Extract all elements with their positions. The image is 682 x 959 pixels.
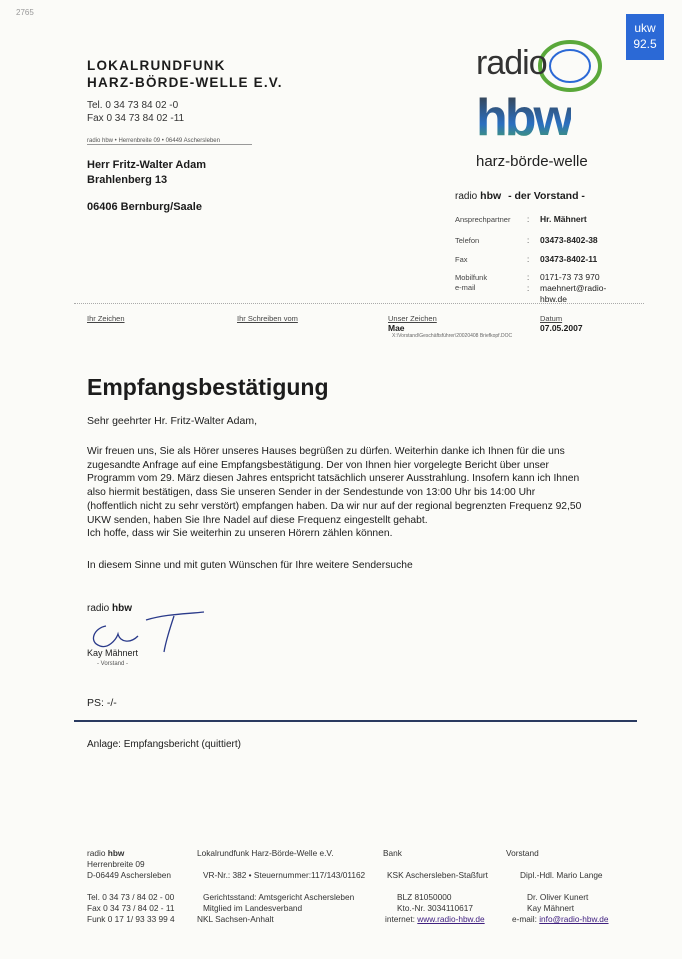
logo-radio-text: radio [476,44,547,82]
body-line: Wir freuen uns, Sie als Hörer unseres Hauses begrüßen zu dürfen. Weiterhin danke ich Ihnen für die uns [87,446,565,457]
signature-hbw: hbw [112,603,133,614]
ref-datum: Datum [540,314,563,323]
footer-org: Lokalrundfunk Harz-Börde-Welle e.V. [197,848,334,858]
recipient-city: 06406 Bernburg/Saale [87,201,202,213]
contact-value: hbw.de [540,294,567,304]
footer-board1: Dipl.-Hdl. Mario Lange [520,870,603,880]
footer-internet-label: internet: [385,914,415,924]
body-line: UKW senden, haben Sie Ihre Nadel auf diese Frequenz eingestellt gehabt. [87,514,428,526]
footer-vr: VR-Nr.: 382 • Steuernummer:117/143/01162 [203,870,366,880]
board-radio: radio [455,191,478,202]
letter-salutation: Sehr geehrter Hr. Fritz-Walter Adam, [87,415,257,427]
contact-value: maehnert@radio- [540,283,607,293]
postscript: PS: -/- [87,697,117,709]
contact-label: Fax [455,255,468,264]
signature-radio: radio [87,603,110,614]
contact-colon: : [527,215,530,224]
body-line: zugesandte Anfrage auf eine Empfangsbestätigung. Der von Ihnen hier vorgelegte Bericht über unser [87,459,549,471]
ref-datum-value: 07.05.2007 [540,323,583,333]
contact-colon: : [527,273,530,282]
logo-hbw-text: hbw [476,89,571,147]
footer-board-label: Vorstand [506,848,539,858]
footer-funk: Funk 0 17 1/ 93 33 99 4 [87,914,175,924]
contact-colon: : [527,284,530,293]
ref-unser-zeichen: Unser Zeichen [388,314,437,323]
ukw-badge-line1: ukw [634,21,656,35]
contact-colon: : [527,255,530,264]
footer-phones [87,892,175,925]
contact-label: Mobilfunk [455,273,488,282]
logo-tagline: harz-börde-welle [476,153,588,170]
contact-value: 0171-73 73 970 [540,272,600,282]
ref-ihr-zeichen: Ihr Zeichen [87,314,125,323]
footer-rule [74,720,637,722]
footer-bank-details [397,892,473,914]
footer-tel: Tel. 0 34 73 / 84 02 - 00 [87,892,175,902]
footer-email-label: e-mail: [512,914,537,924]
sender-tel: Tel. 0 34 73 84 02 -0 [87,100,179,111]
contact-value: 03473-8402-38 [540,235,598,245]
sender-contact [87,99,184,125]
recipient-street: Brahlenberg 13 [87,174,168,186]
footer-internet [385,914,485,925]
return-address: radio hbw • Herrenbreite 09 • 06449 Aschersleben [87,138,252,145]
footer-fax: Fax 0 34 73 / 84 02 - 11 [87,903,175,913]
website-link[interactable]: www.radio-hbw.de [417,914,485,924]
contact-label: e-mail [455,283,476,292]
signer-name: Kay Mähnert [87,648,139,658]
sender-name-line1: LOKALRUNDFUNK [87,58,226,73]
footer-legal [203,892,354,914]
body-line: also hiermit bestätigen, dass Sie unseren Sender in der Sendestunde von 13:00 Uhr bis 14:00 Uhr [87,487,536,499]
signer-role: - Vorstand - [97,661,129,667]
sender-name [87,57,283,91]
reference-divider [74,303,644,304]
letter-closing: In diesem Sinne und mit guten Wünschen für Ihre weitere Sendersuche [87,560,413,571]
ukw-badge-line2: 92.5 [633,37,657,51]
footer-hbw: hbw [107,848,125,858]
contact-label: Ansprechpartner [455,215,511,224]
footer-email [512,914,609,925]
sender-fax: Fax 0 34 73 84 02 -11 [87,113,185,124]
ref-unser-value: Mae [388,323,405,333]
footer-blz: BLZ 81050000 [397,892,452,902]
letter-subject: Empfangsbestätigung [87,374,329,400]
footer-member: Mitglied im Landesverband [203,903,303,913]
contact-value: Hr. Mähnert [540,214,587,224]
board-title: - der Vorstand - [508,190,585,202]
ukw-badge [626,14,664,60]
recipient-address [87,158,206,188]
contact-value: 03473-8402-11 [540,254,598,264]
footer-nkl: NKL Sachsen-Anhalt [197,914,274,924]
body-line: (hoffentlich nicht zu sehr verstört) empfangen haben. Da wir nur auf der regional begrenzten Frequenz 92,50 [87,500,582,512]
file-path: X:\Vorstand\Geschäftsführer\20020408 Briefkopf.DOC [392,333,513,339]
footer-bank-label: Bank [383,848,402,858]
footer-radio: radio [87,848,106,858]
corner-note: 2765 [16,8,34,17]
footer-board-names [527,892,588,914]
board-hbw: hbw [480,190,502,202]
body-line: Ich hoffe, dass wir Sie weiterhin zu unseren Hörern zählen können. [87,528,393,540]
enclosure: Anlage: Empfangsbericht (quittiert) [87,739,241,750]
body-line: Programm vom 29. März diesen Jahres entspricht tatsächlich unserer Ausstrahlung. Insofern kann ich Ihnen [87,473,580,485]
footer-kto: Kto.-Nr. 3034110617 [397,903,473,913]
contact-colon: : [527,236,530,245]
board-header [455,190,585,202]
footer-board3: Kay Mähnert [527,903,575,913]
footer-city: D-06449 Aschersleben [87,870,171,880]
footer-street: Herrenbreite 09 [87,859,145,869]
letter-body [87,445,647,541]
footer-bank: KSK Aschersleben-Staßfurt [387,870,488,880]
email-link[interactable]: info@radio-hbw.de [539,914,609,924]
footer-board2: Dr. Oliver Kunert [527,892,589,902]
sender-name-line2: HARZ-BÖRDE-WELLE E.V. [87,75,283,90]
ref-ihr-schreiben: Ihr Schreiben vom [237,314,298,323]
footer-court: Gerichtsstand: Amtsgericht Aschersleben [203,892,355,902]
footer-address [87,848,171,881]
recipient-name: Herr Fritz-Walter Adam [87,159,206,171]
contact-label: Telefon [455,236,480,245]
